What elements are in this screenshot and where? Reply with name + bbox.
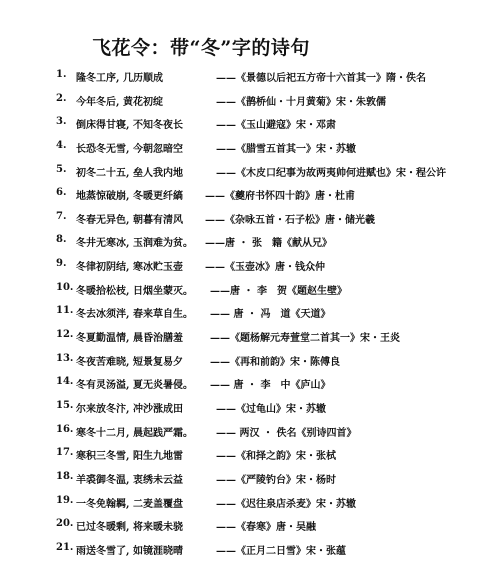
verse-line: 冬有灵汤溢, 夏无炎暑侵。 <box>76 380 193 392</box>
verse-source: ——《题杨解元寿萱堂二首其一》宋・王炎 <box>210 333 400 345</box>
list-item <box>0 371 500 395</box>
item-number: 11. <box>56 305 74 317</box>
verse-line: 冬夜苦难晓, 短景复易夕 <box>76 356 183 368</box>
item-number: 9. <box>56 258 67 270</box>
list-item <box>0 64 500 88</box>
verse-line: 倒床得甘寝, 不知冬夜长 <box>76 120 183 132</box>
verse-source: ——唐 ・ 李 贺《题赵生壁》 <box>210 285 347 297</box>
verse-source: —— 唐 ・ 冯 道《天道》 <box>210 309 331 321</box>
verse-line: 地蒸惊破崩, 冬暖更纤縞 <box>76 191 183 203</box>
list-item <box>0 419 500 443</box>
verse-source: ——《腊雪五首其一》宋・苏辙 <box>216 143 356 155</box>
verse-source: ——《春寒》唐・吴融 <box>216 522 316 534</box>
list-item <box>0 324 500 348</box>
verse-source: ——《夔府书怀四十韵》唐・杜甫 <box>205 191 355 203</box>
list-item <box>0 348 500 372</box>
item-number: 18. <box>56 470 74 482</box>
verse-source: ——《玉壶冰》唐・钱众仲 <box>205 262 325 274</box>
verse-source: ——《鹊桥仙・十月黄菊》宋・朱敦儒 <box>216 96 386 108</box>
item-number: 16. <box>56 423 74 435</box>
verse-source: ——唐 ・ 张 籍《献从兄》 <box>205 238 332 250</box>
verse-line: 羊裘御冬温, 衷绣未云益 <box>76 474 183 486</box>
poem-list <box>0 64 500 560</box>
verse-source: —— 唐 ・ 李 中《庐山》 <box>210 380 331 392</box>
list-item <box>0 135 500 159</box>
list-item <box>0 395 500 419</box>
list-item <box>0 159 500 183</box>
verse-line: 冬律初阴结, 寒冰贮玉壶 <box>76 262 183 274</box>
item-number: 13. <box>56 352 74 364</box>
verse-source: ——《和择之韵》宋・张栻 <box>216 451 336 463</box>
verse-source: ——《再和前韵》宋・陈傅良 <box>210 356 340 368</box>
item-number: 12. <box>56 329 74 341</box>
verse-line: 隆冬工序, 几历顺成 <box>76 73 163 84</box>
item-number: 7. <box>56 210 67 222</box>
item-number: 6. <box>56 187 67 199</box>
list-item <box>0 300 500 324</box>
verse-line: 寒积三冬雪, 阳生九地雷 <box>76 451 183 463</box>
verse-line: 初冬二十五, 垒人我内地 <box>76 167 183 179</box>
list-item <box>0 490 500 514</box>
item-number: 3. <box>56 116 67 128</box>
list-item <box>0 111 500 135</box>
verse-line: 冬春无异色, 朝暮有清风 <box>76 214 183 226</box>
verse-line: 寒冬十二月, 晨起践严霜。 <box>76 427 193 439</box>
verse-source: ——《木皮口纪事为故两夷帅何进赋也》宋・程公许 <box>216 167 446 179</box>
verse-source: —— 两汉 ・ 佚名《别诗四首》 <box>216 427 357 439</box>
list-item <box>0 513 500 537</box>
verse-source: ——《迟往泉店杀麦》宋・苏辙 <box>216 498 356 510</box>
verse-line: 冬夏勤温情, 晨昏治膳羞 <box>76 333 183 345</box>
verse-source: ——《景德以后祀五方帝十六首其一》隋・佚名 <box>216 73 426 84</box>
list-item <box>0 277 500 301</box>
list-item <box>0 442 500 466</box>
verse-line: 雨送冬雪了, 如镜涯晓晴 <box>76 545 183 557</box>
verse-line: 长恐冬无雪, 今朝忽暗空 <box>76 143 183 155</box>
item-number: 4. <box>56 139 67 151</box>
item-number: 10. <box>56 281 74 293</box>
item-number: 1. <box>56 69 67 80</box>
verse-line: 尔来放冬汴, 冲沙涨成田 <box>76 403 183 415</box>
verse-source: ——《杂咏五首・石子松》唐・储光羲 <box>205 214 375 226</box>
verse-line: 一冬免翰羁, 二麦盖覆盘 <box>76 498 183 510</box>
item-number: 8. <box>56 234 67 246</box>
item-number: 5. <box>56 163 67 175</box>
list-item <box>0 466 500 490</box>
verse-line: 已过冬暖剩, 将来暖未骁 <box>76 522 183 534</box>
item-number: 20. <box>56 518 74 530</box>
list-item <box>0 253 500 277</box>
item-number: 2. <box>56 92 67 104</box>
verse-line: 冬暖拾松枝, 日烟坐蒙灭。 <box>76 285 193 297</box>
verse-source: ——《正月二日雪》宋・张蕴 <box>216 545 346 557</box>
item-number: 14. <box>56 376 74 388</box>
item-number: 21. <box>56 541 74 553</box>
list-item <box>0 88 500 112</box>
list-item <box>0 206 500 230</box>
verse-source: ——《过龟山》宋・苏辙 <box>216 403 326 415</box>
item-number: 19. <box>56 494 74 506</box>
item-number: 17. <box>56 447 74 459</box>
page-title: 飞花令：带“冬”字的诗句 <box>92 37 310 59</box>
list-item <box>0 229 500 253</box>
verse-line: 今年冬后, 黄花初绽 <box>76 96 163 108</box>
list-item <box>0 537 500 561</box>
item-number: 15. <box>56 399 74 411</box>
list-item <box>0 182 500 206</box>
verse-line: 冬去冰须泮, 春来草自生。 <box>76 309 193 321</box>
verse-source: ——《玉山避寇》宋・邓肃 <box>216 120 336 132</box>
verse-line: 冬井无寒冰, 玉润难为贫。 <box>76 238 193 250</box>
verse-source: ——《严陵钓台》宋・杨时 <box>216 474 336 486</box>
